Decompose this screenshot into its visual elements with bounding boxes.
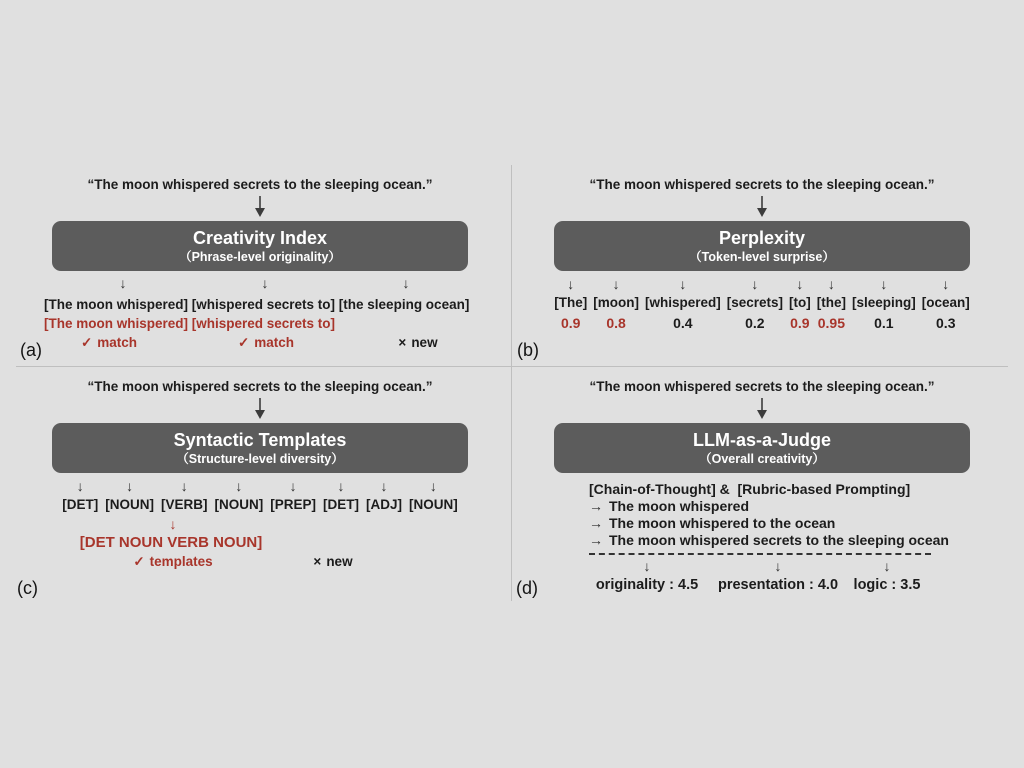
generation-text: The moon whispered to the ocean <box>609 515 836 531</box>
down-arrow-icon: ↓ <box>76 478 84 494</box>
down-arrow-icon: ↓ <box>880 276 888 292</box>
pos-tag-column <box>161 477 208 515</box>
pos-tag-column <box>62 477 98 515</box>
verdict-new <box>398 335 437 350</box>
token-text: [moon] <box>593 295 639 310</box>
pos-tag-column <box>214 477 263 515</box>
down-connector-arrow <box>754 196 770 217</box>
score-row <box>531 558 993 600</box>
token-column <box>922 275 970 333</box>
down-connector-arrow <box>754 398 770 419</box>
score-separator: : <box>887 577 901 593</box>
method-title: Syntactic Templates <box>173 430 347 450</box>
pos-tag: [DET] <box>62 497 99 512</box>
verdict-match <box>238 335 294 351</box>
down-connector-arrow <box>252 196 268 217</box>
matched-template: [DET NOUN VERB NOUN] <box>79 534 263 551</box>
down-arrow-icon: ↓ <box>289 478 297 494</box>
cross-icon: × <box>313 554 322 569</box>
generation-text: The moon whispered secrets to the sleeping ocean <box>609 532 949 548</box>
verdict-match <box>81 335 137 351</box>
token-column <box>852 275 916 333</box>
token-text: [to] <box>789 295 811 310</box>
pos-tag-row <box>29 477 491 515</box>
generation-step <box>589 498 993 515</box>
down-arrow-icon: ↓ <box>169 516 177 532</box>
down-arrow-icon: ↓ <box>567 276 575 292</box>
verdict-row <box>29 335 491 355</box>
token-value: 0.9 <box>560 315 581 331</box>
token-column <box>593 275 639 333</box>
down-arrow-icon: ↓ <box>942 276 950 292</box>
judge-body <box>531 480 993 549</box>
pos-tag: [ADJ] <box>366 497 402 512</box>
input-sentence: “The moon whispered secrets to the sleeping ocean.” <box>589 177 935 192</box>
token-value: 0.8 <box>606 315 626 331</box>
panel-perplexity <box>531 177 993 333</box>
pos-tag: [VERB] <box>160 497 208 512</box>
token-value: 0.1 <box>874 315 894 331</box>
score-name: logic <box>853 577 888 593</box>
pos-tag: [NOUN] <box>214 497 264 512</box>
dashed-separator <box>589 553 931 555</box>
token-column <box>727 275 783 333</box>
check-icon: ✓ <box>133 554 145 569</box>
token-text: [ocean] <box>921 295 970 310</box>
arrow-row <box>29 275 491 293</box>
token-text: [The] <box>554 295 588 310</box>
verdict-label: match <box>254 335 295 350</box>
down-arrow-icon: ↓ <box>751 276 759 292</box>
down-arrow-icon: ↓ <box>429 478 437 494</box>
token-text: [whispered] <box>644 295 721 310</box>
pos-tag: [PREP] <box>270 497 316 512</box>
score-separator: : <box>665 577 679 593</box>
token-column <box>645 275 721 333</box>
verdict-templates <box>133 554 212 570</box>
panel-label-b: (b) <box>517 340 539 360</box>
score-presentation <box>718 558 838 595</box>
down-arrow-icon: ↓ <box>679 276 687 292</box>
generation-step <box>589 515 993 532</box>
matched-phrases: [The moon whispered] [whispered secrets to] <box>44 316 336 331</box>
method-title: Perplexity <box>718 228 806 248</box>
panel-label-c: (c) <box>17 578 38 598</box>
method-subtitle: （Structure-level diversity） <box>176 452 344 466</box>
method-subtitle: （Overall creativity） <box>699 452 825 466</box>
down-arrow-icon: ↓ <box>180 478 188 494</box>
token-column <box>817 275 846 333</box>
score-value: 3.5 <box>900 577 921 593</box>
down-arrow-icon: ↓ <box>126 478 134 494</box>
down-arrow-icon: ↓ <box>119 275 127 291</box>
pos-tag-column <box>270 477 316 515</box>
verdict-new <box>313 554 352 569</box>
token-value: 0.95 <box>817 315 845 331</box>
down-arrow-icon: ↓ <box>402 275 410 291</box>
pos-tag-column <box>323 477 359 515</box>
panel-llm-as-a-judge <box>531 379 993 600</box>
vertical-divider <box>511 165 512 601</box>
method-subtitle: （Phrase-level originality） <box>179 250 341 264</box>
down-arrow-icon: ↓ <box>337 478 345 494</box>
template-arrow-row <box>29 515 491 533</box>
pos-tag: [NOUN] <box>105 497 154 512</box>
extracted-phrases: [The moon whispered] [whispered secrets to] [the sleeping ocean] <box>44 297 470 312</box>
panel-creativity-index <box>29 177 491 355</box>
down-arrow-icon: ↓ <box>643 558 651 574</box>
down-arrow-icon: ↓ <box>261 275 269 291</box>
verdict-label: new <box>411 335 438 350</box>
method-header-box <box>554 221 970 271</box>
score-logic <box>854 558 921 595</box>
method-header-box <box>52 423 468 473</box>
down-arrow-icon: ↓ <box>796 276 804 292</box>
token-value: 0.4 <box>673 315 693 331</box>
down-arrow-icon: ↓ <box>883 558 891 574</box>
verdict-row <box>29 554 491 574</box>
input-sentence: “The moon whispered secrets to the sleeping ocean.” <box>87 379 433 394</box>
down-arrow-icon: ↓ <box>235 478 243 494</box>
down-arrow-icon: ↓ <box>380 478 388 494</box>
down-arrow-icon: ↓ <box>827 276 835 292</box>
right-arrow-icon: → <box>589 515 603 531</box>
token-row <box>531 275 993 333</box>
down-arrow-icon: ↓ <box>774 558 782 574</box>
cross-icon: × <box>398 335 407 350</box>
pos-tag-column <box>105 477 154 515</box>
score-value: 4.5 <box>678 577 699 593</box>
method-subtitle: （Token-level surprise） <box>689 250 835 264</box>
pos-tag-column <box>409 477 458 515</box>
token-value: 0.3 <box>936 315 956 331</box>
verdict-label: match <box>97 335 138 350</box>
token-value: 0.2 <box>745 315 765 331</box>
verdict-label: templates <box>149 554 213 569</box>
pos-tag: [DET] <box>323 497 359 512</box>
token-text: [secrets] <box>726 295 783 310</box>
score-originality <box>596 558 698 595</box>
generation-step <box>589 532 993 549</box>
token-text: [sleeping] <box>851 295 916 310</box>
right-arrow-icon: → <box>589 532 603 548</box>
method-header-box <box>52 221 468 271</box>
method-title: LLM-as-a-Judge <box>692 430 831 450</box>
down-arrow-icon: ↓ <box>612 276 620 292</box>
panel-syntactic-templates <box>29 379 491 574</box>
score-name: presentation <box>717 577 805 593</box>
check-icon: ✓ <box>237 335 250 350</box>
panel-label-d: (d) <box>516 578 538 598</box>
method-title: Creativity Index <box>192 228 328 248</box>
generation-text: The moon whispered <box>609 498 750 514</box>
input-sentence: “The moon whispered secrets to the sleeping ocean.” <box>87 177 433 192</box>
token-column <box>554 275 587 333</box>
prompting-methods: [Chain-of-Thought] & [Rubric-based Prompting] <box>589 481 911 497</box>
down-connector-arrow <box>252 398 268 419</box>
horizontal-divider <box>16 366 1008 367</box>
token-column <box>789 275 811 333</box>
pos-tag: [NOUN] <box>409 497 458 512</box>
verdict-label: new <box>326 554 353 569</box>
score-name: originality <box>595 577 666 593</box>
score-value: 4.0 <box>817 577 839 593</box>
pos-tag-column <box>366 477 402 515</box>
input-sentence: “The moon whispered secrets to the sleeping ocean.” <box>589 379 935 394</box>
template-line <box>29 533 491 553</box>
score-separator: : <box>804 577 818 593</box>
check-icon: ✓ <box>80 335 93 350</box>
token-value: 0.9 <box>790 315 810 331</box>
method-header-box <box>554 423 970 473</box>
panel-label-a: (a) <box>20 340 42 360</box>
right-arrow-icon: → <box>589 498 603 514</box>
token-text: [the] <box>816 295 846 310</box>
